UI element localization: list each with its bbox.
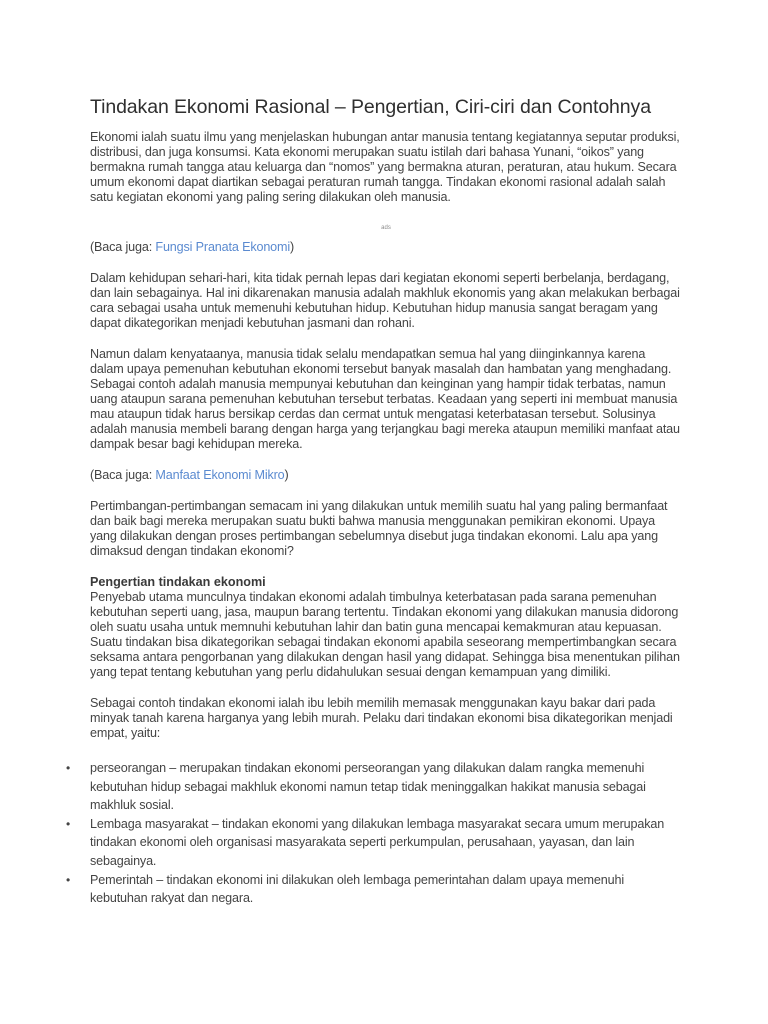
read-also-prefix: (Baca juga: <box>90 468 156 482</box>
section-heading: Pengertian tindakan ekonomi <box>90 575 266 589</box>
bullet-icon: • <box>66 761 71 775</box>
list-item <box>66 815 682 871</box>
read-also-suffix: ) <box>284 468 289 482</box>
paragraph-5: Penyebab utama munculnya tindakan ekonomi adalah timbulnya keterbatasan pada sarana pemenuhan kebutuhan seperti uang, jasa, maupun barang tertentu. Tindakan ekonomi yang dilakukan manusia didorong oleh suatu usaha untuk memnuhi kebutuhan lahir dan batin guna mencapai kemakmuran atau kepuasan. Suatu tindakan bisa dikategorikan sebagai tindakan ekonomi apabila seseorang mempertimbangkan secara seksama antara pengorbanan yang dilakukan dengan hasil yang didapat. Sehingga bisa menentukan pilihan yang tepat tentang kebutuhan yang perlu didahulukan sesuai dengan kemampuan yang dimiliki. <box>90 590 680 679</box>
list-item <box>66 759 682 815</box>
paragraph-6: Sebagai contoh tindakan ekonomi ialah ibu lebih memilih memasak menggunakan kayu bakar dari pada minyak tanah karena harganya yang lebih murah. Pelaku dari tindakan ekonomi bisa dikategorikan menjadi empat, yaitu: <box>90 696 673 740</box>
paragraph-4: Pertimbangan-pertimbangan semacam ini yang dilakukan untuk memilih suatu hal yang paling bermanfaat dan baik bagi mereka merupakan suatu bukti bahwa manusia menggunakan pemikiran ekonomi. Upaya yang dilakukan dengan proses pertimbangan sebelumnya disebut juga tindakan ekonomi. Lalu apa yang dimaksud dengan tindakan ekonomi? <box>90 499 668 558</box>
paragraph-3: Namun dalam kenyataanya, manusia tidak selalu mendapatkan semua hal yang diinginkannya karena dalam upaya pemenuhan kebutuhan ekonomi tersebut banyak masalah dan hambatan yang menghadang. Sebagai contoh adalah manusia mempunyai kebutuhan dan keinginan yang hampir tidak terbatas, namun uang ataupun sarana pemenuhan kebutuhan tersebut terbatas. Keadaan yang seperti ini membuat manusia mau ataupun tidak harus bersikap cerdas dan cermat untuk mengatasi keterbatasan tersebut. Solusinya adalah manusia membeli barang dengan harga yang terjangkau bagi mereka ataupun memiliki manfaat atau dampak besar bagi kehidupan mereka. <box>90 347 680 451</box>
bullet-icon: • <box>66 872 71 887</box>
article <box>66 96 682 908</box>
read-also-prefix: (Baca juga: <box>90 240 156 254</box>
link-fungsi-pranata-ekonomi[interactable]: Fungsi Pranata Ekonomi <box>155 240 291 254</box>
actor-list <box>66 759 682 908</box>
paragraph-2: Dalam kehidupan sehari-hari, kita tidak pernah lepas dari kegiatan ekonomi seperti berbelanja, berdagang, dan lain sebagainya. Hal ini dikarenakan manusia adalah makhluk ekonomis yang akan melakukan berbagai cara sebagai usaha untuk memenuhi kebutuhan hidup. Kebutuhan hidup manusia sangat beragam yang dapat dikategorikan menjadi kebutuhan jasmani dan rohani. <box>90 271 680 330</box>
read-also-2 <box>90 468 682 483</box>
article-title: Tindakan Ekonomi Rasional – Pengertian, Ciri-ciri dan Contohnya <box>90 96 651 118</box>
intro-paragraph: Ekonomi ialah suatu ilmu yang menjelaskan hubungan antar manusia tentang kegiatannya seputar produksi, distribusi, dan juga konsumsi. Kata ekonomi merupakan suatu istilah dari bahasa Yunani, “oikos” yang bermakna rumah tangga atau keluarga dan “nomos” yang bermakna aturan, peraturan, atau hukum. Secara umum ekonomi dapat diartikan sebagai peraturan rumah tangga. Tindakan ekonomi rasional adalah salah satu kegiatan ekonomi yang paling sering dilakukan oleh manusia. <box>90 130 680 204</box>
list-item <box>66 871 682 908</box>
list-item-text: perseorangan – merupakan tindakan ekonomi perseorangan yang dilakukan dalam rangka memenuhi kebutuhan hidup sebagai makhluk ekonomi namun tetap tidak meninggalkan hakikat manusia sebagai makhluk sosial. <box>90 761 646 813</box>
ads-label: ads <box>381 225 391 231</box>
read-also-suffix: ) <box>290 240 295 254</box>
link-manfaat-ekonomi-mikro[interactable]: Manfaat Ekonomi Mikro <box>155 468 285 482</box>
bullet-icon: • <box>66 816 71 831</box>
read-also-1 <box>90 240 682 255</box>
list-item-text: Pemerintah – tindakan ekonomi ini dilakukan oleh lembaga pemerintahan dalam upaya memenuhi kebutuhan rakyat dan negara. <box>90 872 624 906</box>
list-item-text: Lembaga masyarakat – tindakan ekonomi yang dilakukan lembaga masyarakat secara umum merupakan tindakan ekonomi oleh organisasi masyarakata seperti perkumpulan, perusahaan, yayasan, dan lain sebagainya. <box>90 816 665 868</box>
